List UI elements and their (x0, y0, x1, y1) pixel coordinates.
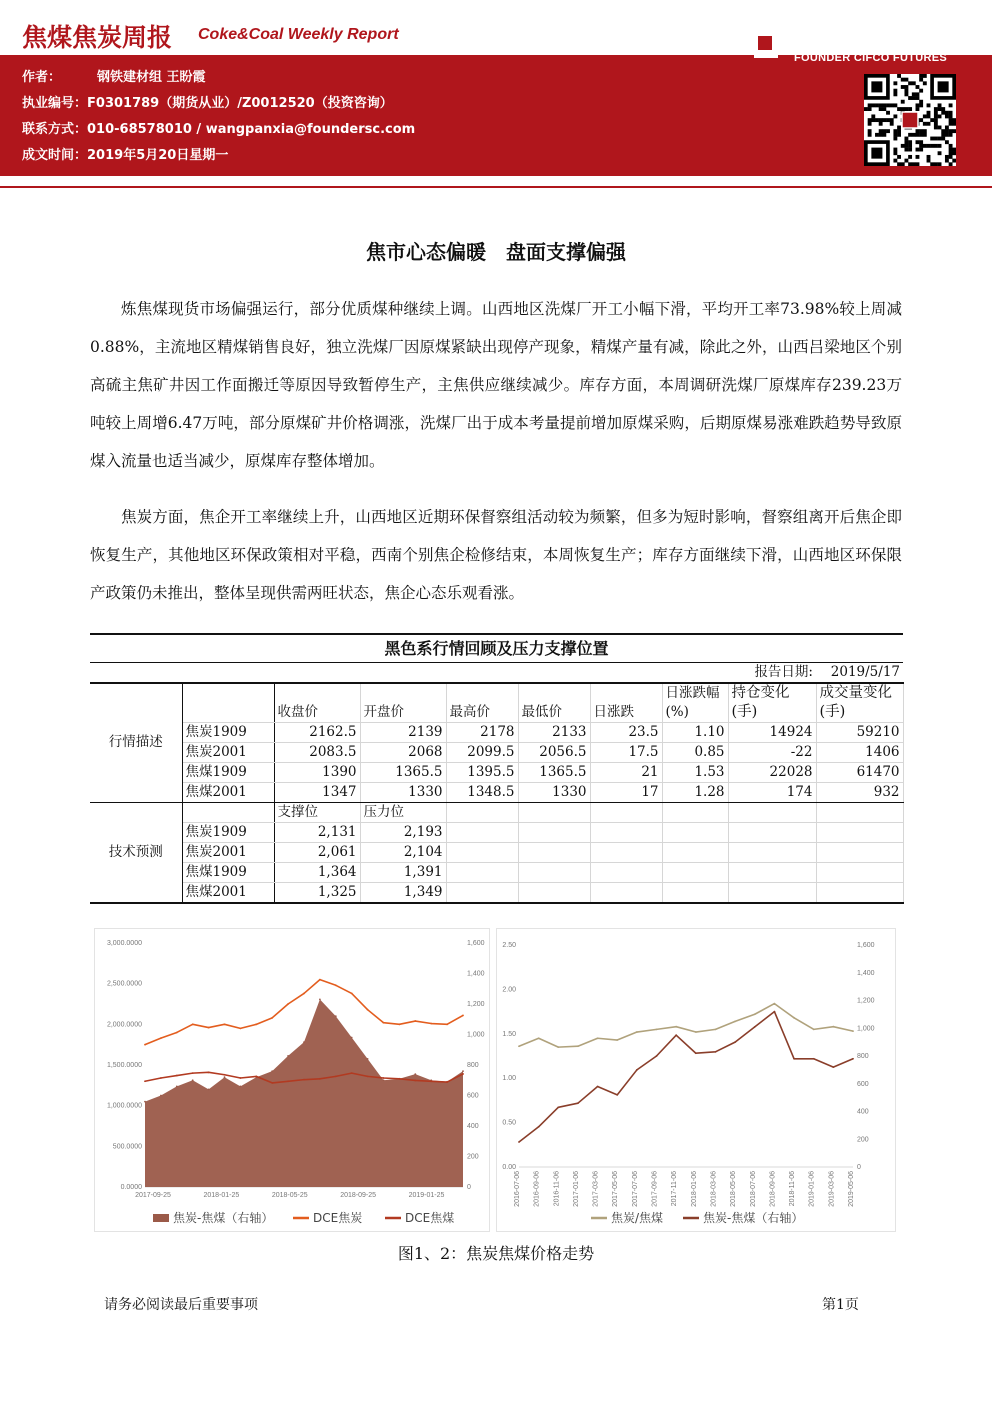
cell-resistance: 1,391 (360, 863, 446, 883)
data-point (754, 1026, 756, 1028)
data-point (832, 1066, 834, 1068)
cell-support: 2,061 (274, 843, 360, 863)
data-point (715, 1051, 717, 1053)
data-point (462, 1014, 464, 1016)
data-point (538, 1037, 540, 1039)
data-point (793, 1017, 795, 1019)
data-point (192, 1023, 194, 1025)
data-point (144, 1044, 146, 1046)
cell-close: 2083.5 (274, 743, 360, 763)
legend-label: DCE焦炭 (313, 1211, 363, 1225)
x-tick-label: 2018-09-06 (769, 1171, 777, 1207)
data-point (255, 1023, 257, 1025)
data-point (287, 1055, 289, 1057)
data-point (577, 1045, 579, 1047)
date-line (22, 144, 228, 163)
data-point (675, 1026, 677, 1028)
data-point (446, 1081, 448, 1083)
cell-high: 1348.5 (446, 783, 518, 803)
chart-1-svg (95, 929, 491, 1233)
logo-text-en: FOUNDER CIFCO FUTURES (794, 52, 947, 64)
x-tick-label: 2017-09-06 (651, 1171, 659, 1207)
x-tick-label: 2018-03-06 (710, 1171, 718, 1207)
license-line (22, 92, 393, 111)
y-right-tick-label: 1,600 (467, 940, 485, 947)
data-point (462, 1073, 464, 1075)
cell-close: 2162.5 (274, 723, 360, 743)
data-point (793, 1058, 795, 1060)
x-tick-label: 2016-07-06 (514, 1171, 521, 1207)
y-left-tick-label: 2,500.0000 (106, 980, 142, 988)
data-point (255, 1075, 257, 1077)
data-point (813, 1058, 815, 1060)
data-point (518, 1141, 520, 1143)
data-point (271, 1082, 273, 1084)
y-left-tick-label: 2.50 (502, 942, 516, 949)
cell-support: 2,131 (274, 823, 360, 843)
cell-oi: 174 (728, 783, 816, 803)
data-point (144, 1080, 146, 1082)
data-point (240, 1085, 242, 1087)
data-point (462, 1070, 464, 1072)
cell-pct: 1.53 (662, 763, 728, 783)
x-tick-label: 2017-03-06 (592, 1171, 600, 1207)
x-tick-label: 2019-05-06 (848, 1171, 855, 1207)
data-point (383, 1022, 385, 1024)
y-right-tick-label: 400 (467, 1123, 479, 1130)
header-pct: 日涨跌幅 (%) (662, 683, 728, 723)
y-right-tick-label: 1,400 (467, 970, 485, 978)
legend-swatch (153, 1214, 169, 1222)
cell-pct: 1.10 (662, 723, 728, 743)
y-left-tick-label: 0.0000 (120, 1184, 142, 1191)
data-point (430, 1023, 432, 1025)
data-point (367, 1058, 369, 1060)
cell-open: 2139 (360, 723, 446, 743)
data-point (335, 1075, 337, 1077)
data-point (399, 1023, 401, 1025)
data-point (414, 1080, 416, 1082)
header-low: 最低价 (518, 683, 590, 723)
cell-resistance: 1,349 (360, 883, 446, 904)
cell-support: 1,364 (274, 863, 360, 883)
row-name: 焦煤2001 (182, 783, 274, 803)
cell-high: 2099.5 (446, 743, 518, 763)
data-point (271, 1070, 273, 1072)
y-right-tick-label: 800 (857, 1053, 869, 1060)
x-tick-label: 2016-11-06 (553, 1171, 561, 1207)
x-tick-label: 2017-01-06 (572, 1171, 580, 1207)
report-title-en: Coke&Coal Weekly Report (198, 26, 399, 43)
data-point (160, 1037, 162, 1039)
data-point (383, 1079, 385, 1081)
cell-resistance: 2,104 (360, 843, 446, 863)
cell-low: 2133 (518, 723, 590, 743)
cell-pct: 0.85 (662, 743, 728, 763)
data-point (734, 1020, 736, 1022)
data-point (160, 1095, 162, 1097)
data-point (832, 1026, 834, 1028)
x-tick-label: 2018-09-25 (340, 1192, 377, 1199)
cell-vol: 59210 (816, 723, 903, 743)
author-value: 钢铁建材组 王盼霞 (97, 70, 206, 85)
y-left-tick-label: 3,000.0000 (106, 940, 142, 947)
qr-code-icon (864, 74, 956, 166)
data-point (518, 1045, 520, 1047)
y-left-tick-label: 0.00 (502, 1164, 516, 1171)
data-point (616, 1094, 618, 1096)
data-point (695, 1031, 697, 1033)
cell-high: 2178 (446, 723, 518, 743)
data-point (335, 1015, 337, 1017)
cell-oi: 14924 (728, 723, 816, 743)
data-point (656, 1028, 658, 1030)
row-name: 焦炭1909 (182, 823, 274, 843)
data-point (303, 1079, 305, 1081)
y-right-tick-label: 400 (857, 1108, 869, 1116)
cell-vol: 1406 (816, 743, 903, 763)
data-point (695, 1052, 697, 1054)
cell-chg: 17.5 (590, 743, 662, 763)
header-high: 最高价 (446, 683, 518, 723)
cell-pct: 1.28 (662, 783, 728, 803)
license-value: F0301789（期货从业）/Z0012520（投资咨询） (87, 96, 393, 111)
series-line (519, 1012, 853, 1142)
paragraph-coke: 焦炭方面，焦企开工率继续上升，山西地区近期环保督察组活动较为频繁，但多为短时影响，督察组离开后焦企即恢复生产，其他地区环保政策相对平稳，西南个别焦企检修结束，本周恢复生产；库存方面继续下滑，山西地区环保限产政策仍未推出，整体呈现供需两旺状态，焦企心态乐观看涨。 (90, 508, 902, 602)
header-oi: 持仓变化 (手) (728, 683, 816, 723)
contact-line (22, 118, 415, 137)
cell-vol: 932 (816, 783, 903, 803)
data-point (430, 1080, 432, 1082)
data-point (754, 1013, 756, 1015)
table-row (90, 883, 903, 904)
y-right-tick-label: 1,000 (857, 1025, 875, 1033)
data-point (351, 1037, 353, 1039)
data-point (852, 1030, 854, 1032)
x-tick-label: 2018-05-25 (271, 1192, 308, 1199)
x-tick-label: 2019-01-06 (808, 1171, 816, 1207)
x-tick-label: 2019-03-06 (828, 1171, 836, 1207)
data-point (176, 1075, 178, 1077)
chart-price-spread (94, 928, 490, 1232)
data-point (208, 1071, 210, 1073)
founder-logo (744, 20, 974, 68)
cell-low: 1330 (518, 783, 590, 803)
table-row (90, 783, 903, 803)
author-label: 作者： (22, 70, 62, 85)
data-point (287, 1080, 289, 1082)
date-value: 2019年5月20日星期一 (87, 148, 229, 163)
table-row (90, 743, 903, 763)
series-line (145, 980, 463, 1045)
data-point (319, 1078, 321, 1080)
legend-label: 焦炭-焦煤（右轴） (173, 1211, 274, 1225)
y-right-tick-label: 1,000 (467, 1031, 485, 1039)
data-point (577, 1102, 579, 1104)
row-name: 焦煤2001 (182, 883, 274, 904)
paragraph-coking-coal: 炼焦煤现货市场偏强运行，部分优质煤种继续上调。山西地区洗煤厂开工小幅下滑，平均开工率73.98%较上周减0.88%，主流地区精煤销售良好，独立洗煤厂因原煤紧缺出现停产现象，精煤产量有减，除此之外，山西吕梁地区个别高硫主焦矿井因工作面搬迁等原因导致暂停生产，主焦供应继续减少。库存方面，本周调研洗煤厂原煤库存239.23万吨较上周增6.47万吨，部分原煤矿井价格调涨，洗煤厂出于成本考量提前增加原煤采购，后期原煤易涨难跌趋势导致原煤入流量也适当减少，原煤库存整体增加。 (90, 300, 902, 470)
data-point (813, 1028, 815, 1030)
data-point (636, 1031, 638, 1033)
data-point (351, 1072, 353, 1074)
y-left-tick-label: 2.00 (502, 986, 516, 994)
license-label: 执业编号： (22, 96, 88, 111)
y-right-tick-label: 600 (857, 1080, 869, 1088)
data-point (319, 999, 321, 1001)
report-date-value: 2019/5/17 (830, 663, 901, 680)
cell-close: 1390 (274, 763, 360, 783)
cell-resistance: 2,193 (360, 823, 446, 843)
y-right-tick-label: 600 (467, 1092, 479, 1100)
table-row (90, 863, 903, 883)
x-tick-label: 2016-09-06 (533, 1171, 541, 1207)
cell-vol: 61470 (816, 763, 903, 783)
x-tick-label: 2018-11-06 (789, 1171, 797, 1207)
y-right-tick-label: 1,600 (857, 942, 875, 949)
data-point (192, 1072, 194, 1074)
cell-low: 2056.5 (518, 743, 590, 763)
data-point (224, 1023, 226, 1025)
cell-low: 1365.5 (518, 763, 590, 783)
data-point (557, 1046, 559, 1048)
x-tick-label: 2017-05-06 (612, 1171, 620, 1207)
data-point (160, 1077, 162, 1079)
y-right-tick-label: 0 (857, 1164, 861, 1171)
y-right-tick-label: 1,200 (467, 1001, 485, 1008)
data-point (303, 1041, 305, 1043)
y-left-tick-label: 1.50 (502, 1030, 516, 1038)
row-name: 焦煤1909 (182, 863, 274, 883)
legend-label: 焦炭-焦煤（右轴） (703, 1211, 804, 1225)
y-left-tick-label: 1,500.0000 (106, 1062, 142, 1069)
y-left-tick-label: 1,000.0000 (106, 1102, 142, 1110)
data-point (240, 1028, 242, 1030)
x-tick-label: 2018-07-06 (749, 1171, 757, 1207)
header-resistance: 压力位 (360, 803, 446, 823)
header-chg: 日涨跌 (590, 683, 662, 723)
data-point (774, 1011, 776, 1013)
cell-close: 1347 (274, 783, 360, 803)
data-point (414, 1073, 416, 1075)
y-left-tick-label: 0.50 (502, 1119, 516, 1127)
data-point (287, 1003, 289, 1005)
document-title: 焦市心态偏暖 盘面支撑偏强 (366, 240, 626, 264)
cell-open: 1330 (360, 783, 446, 803)
data-point (176, 1085, 178, 1087)
data-point (240, 1077, 242, 1079)
cell-high: 1395.5 (446, 763, 518, 783)
table-row (90, 723, 903, 743)
data-point (734, 1041, 736, 1043)
cell-oi: -22 (728, 743, 816, 763)
page-number: 第1页 (822, 1297, 859, 1313)
legend-label: 焦炭/焦煤 (611, 1211, 664, 1225)
y-right-tick-label: 0 (467, 1184, 471, 1191)
cell-support: 1,325 (274, 883, 360, 904)
table-row (90, 823, 903, 843)
cell-chg: 17 (590, 783, 662, 803)
data-point (852, 1058, 854, 1060)
data-point (399, 1078, 401, 1080)
header-vol: 成交量变化 (手) (816, 683, 903, 723)
y-left-tick-label: 1.00 (502, 1075, 516, 1083)
data-point (414, 1020, 416, 1022)
header-open: 开盘价 (360, 683, 446, 723)
report-date-label: 报告日期: (754, 663, 813, 680)
row-name: 焦炭2001 (182, 843, 274, 863)
cell-chg: 21 (590, 763, 662, 783)
market-section-label: 行情描述 (90, 683, 182, 803)
series-line (519, 1004, 853, 1048)
row-name: 焦炭1909 (182, 723, 274, 743)
data-point (715, 1028, 717, 1030)
data-point (176, 1032, 178, 1034)
x-tick-label: 2018-01-25 (203, 1192, 240, 1199)
logo-text-cn: 方正中期期货 (794, 26, 944, 54)
data-point (538, 1126, 540, 1128)
header-close: 收盘价 (274, 683, 360, 723)
cell-open: 2068 (360, 743, 446, 763)
row-name: 焦煤1909 (182, 763, 274, 783)
y-left-tick-label: 500.0000 (112, 1143, 142, 1151)
table-row (90, 763, 903, 783)
x-tick-label: 2019-01-25 (408, 1192, 445, 1199)
data-point (303, 993, 305, 995)
data-point (335, 984, 337, 986)
row-name: 焦炭2001 (182, 743, 274, 763)
y-right-tick-label: 200 (467, 1153, 479, 1161)
data-point (557, 1106, 559, 1108)
data-point (271, 1017, 273, 1019)
founder-logo-icon (744, 22, 786, 62)
market-table (90, 633, 903, 904)
data-point (319, 979, 321, 981)
figure-caption: 图1、2：焦炭焦煤价格走势 (397, 1244, 595, 1263)
data-point (774, 1003, 776, 1005)
date-label: 成文时间： (22, 148, 88, 163)
data-point (351, 993, 353, 995)
y-left-tick-label: 2,000.0000 (106, 1021, 142, 1029)
table-row (90, 843, 903, 863)
data-point (208, 1089, 210, 1091)
x-tick-label: 2018-05-06 (730, 1171, 738, 1207)
y-right-tick-label: 800 (467, 1062, 479, 1069)
author-line (22, 66, 206, 85)
y-right-tick-label: 1,400 (857, 969, 875, 977)
contact-value[interactable]: 010-68578010 / wangpanxia@foundersc.com (87, 122, 416, 137)
tech-section-label: 技术预测 (90, 803, 182, 904)
header-bottom-rule (0, 186, 992, 188)
data-point (675, 1034, 677, 1036)
data-point (192, 1079, 194, 1081)
contact-label: 联系方式： (22, 122, 88, 137)
data-point (224, 1074, 226, 1076)
data-point (224, 1076, 226, 1078)
y-right-tick-label: 200 (857, 1136, 869, 1144)
table-title: 黑色系行情回顾及压力支撑位置 (384, 638, 609, 658)
data-point (383, 1077, 385, 1079)
x-tick-label: 2017-09-25 (135, 1192, 171, 1199)
data-point (656, 1055, 658, 1057)
x-tick-label: 2017-07-06 (631, 1171, 639, 1207)
y-right-tick-label: 1,200 (857, 997, 875, 1005)
data-point (367, 1075, 369, 1077)
series-area (145, 999, 463, 1187)
data-point (144, 1101, 146, 1103)
data-point (616, 1039, 618, 1041)
chart-ratio-spread (496, 928, 896, 1232)
cell-chg: 23.5 (590, 723, 662, 743)
header-support: 支撑位 (274, 803, 360, 823)
cell-oi: 22028 (728, 763, 816, 783)
data-point (367, 1009, 369, 1011)
data-point (636, 1069, 638, 1071)
x-tick-label: 2018-01-06 (690, 1171, 698, 1207)
cell-open: 1365.5 (360, 763, 446, 783)
data-point (208, 1027, 210, 1029)
chart-2-svg (497, 929, 897, 1233)
x-tick-label: 2017-11-06 (671, 1171, 679, 1207)
legend-label: DCE焦煤 (405, 1211, 455, 1225)
data-point (597, 1086, 599, 1088)
data-point (597, 1037, 599, 1039)
footer-notice: 请务必阅读最后重要事项 (104, 1297, 258, 1313)
data-point (446, 1023, 448, 1025)
report-title-cn: 焦煤焦炭周报 (22, 23, 173, 52)
